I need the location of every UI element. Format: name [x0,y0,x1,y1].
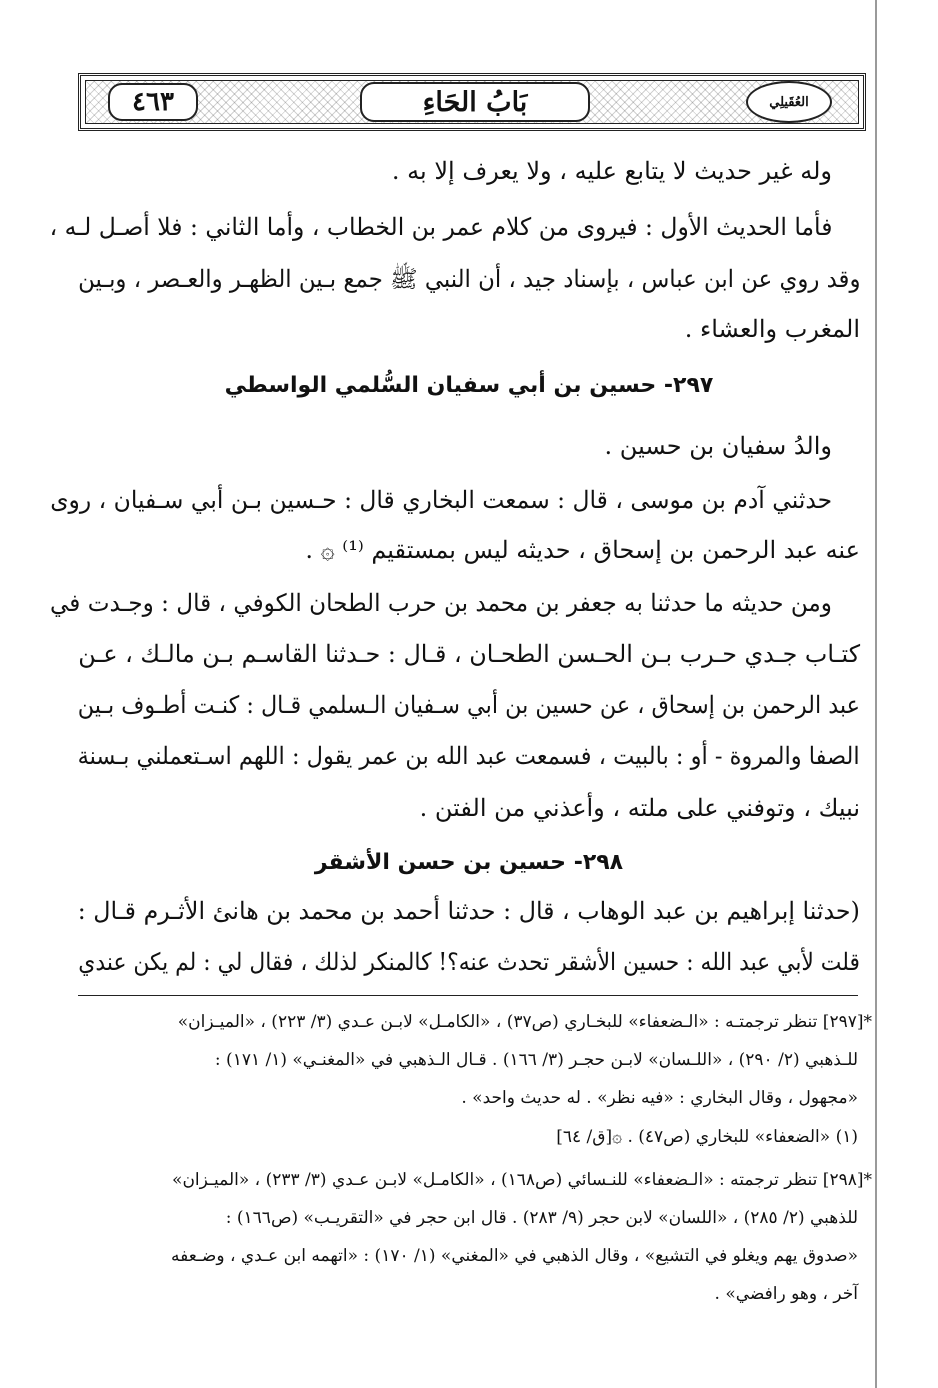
footnote-line: «صدوق يهم ويغلو في التشيع» ، وقال الذهبي في «المغني» (١/ ١٧٠) : «اتهمه ابن عـدي ، وضـعفه [171,1246,858,1266]
page-number-box [108,83,198,121]
text-line: المغرب والعشاء . [684,315,860,343]
text-line: الصفا والمروة - أو : بالبيت ، فسمعت عبد الله بن عمر يقول : اللهم اسـتعملني بـسنة [77,742,860,770]
entry-heading-297: ٢٩٧- حسين بن أبي سفيان السُّلمي الواسطي [224,373,714,398]
footnote-line: آخر ، وهو رافضي» . [714,1284,858,1304]
text-line: حدثني آدم بن موسى ، قال : سمعت البخاري قال : حـسين بـن أبي سـفيان ، روى [50,486,832,514]
text-line: عنه عبد الرحمن بن إسحاق ، حديثه ليس بمستقيم ⁽¹⁾ ۞ . [305,536,860,564]
chapter-title-box [360,82,590,122]
book-logo-text: العُقَيلِي [769,94,809,110]
chapter-title: بَابُ الحَاءِ [422,86,528,118]
footnote-line: للذهبي (٢/ ٢٨٥) ، «اللسان» لابن حجر (٩/ ٢٨٣) . قال ابن حجر في «التقريـب» (ص١٦٦) : [225,1208,858,1228]
footnote-divider [78,995,858,996]
entry-heading-298: ٢٩٨- حسين بن حسن الأشقر [314,850,624,875]
page-header [78,73,866,131]
page-edge-rule [875,0,877,1388]
text-line: فأما الحديث الأول : فيروى من كلام عمر بن الخطاب ، وأما الثاني : فلا أصـل لـه ، [49,213,832,241]
page-number: ٤٦٣ [132,87,174,117]
text-line: وله غير حديث لا يتابع عليه ، ولا يعرف إلا به . [391,157,832,185]
text-line: نبيك ، وتوفني على ملته ، وأعذني من الفتن . [419,794,860,822]
text-line: ومن حديثه ما حدثنا به جعفر بن محمد بن حرب الطحان الكوفي ، قال : وجـدت في [50,589,832,617]
header-ornament [85,80,859,124]
text-line: قلت لأبي عبد الله : حسين الأشقر تحدث عنه؟! كالمنكر لذلك ، فقال لي : لم يكن عندي [78,948,860,976]
footnote-line: *[٢٩٧] تنظر ترجمتـه : «الـضعفاء» للبخـاري (ص٣٧) ، «الكامـل» لابـن عـدي (٣/ ٢٢٣) ، «الميـزان» [177,1012,872,1032]
footnote-line: *[٢٩٨] تنظر ترجمته : «الـضعفاء» للنـسائي (ص١٦٨) ، «الكامـل» لابـن عـدي (٣/ ٢٣٣) ، «الميـزان» [172,1170,872,1190]
footnote-line: (١) «الضعفاء» للبخاري (ص٤٧) . ۞[ق/ ٦٤] [556,1127,858,1147]
footnote-line: «مجهول ، وقال البخاري : «فيه نظر» . له حديث واحد» . [461,1088,858,1108]
text-line: عبد الرحمن بن إسحاق ، عن حسين بن أبي سـفيان الـسلمي قـال : كنـت أطـوف بـين [77,691,860,719]
text-line: والدُ سفيان بن حسين . [604,432,832,460]
footnote-line: للـذهبي (٢/ ٢٩٠) ، «اللـسان» لابـن حجـر (٣/ ١٦٦) . قـال الـذهبي في «المغنـي» (١/ ١٧١) : [214,1050,858,1070]
text-line: (حدثنا إبراهيم بن عبد الوهاب ، قال : حدثنا أحمد بن محمد بن هانئ الأثـرم قـال : [77,897,860,925]
text-line: كتـاب جـدي حـرب بـن الحـسن الطحـان ، قـال : حـدثنا القاسـم بـن مالـك ، عـن [78,640,860,668]
book-logo [746,81,832,123]
text-line: وقد روي عن ابن عباس ، بإسناد جيد ، أن النبي ﷺ جمع بـين الظهـر والعـصر ، وبـين [77,265,860,293]
